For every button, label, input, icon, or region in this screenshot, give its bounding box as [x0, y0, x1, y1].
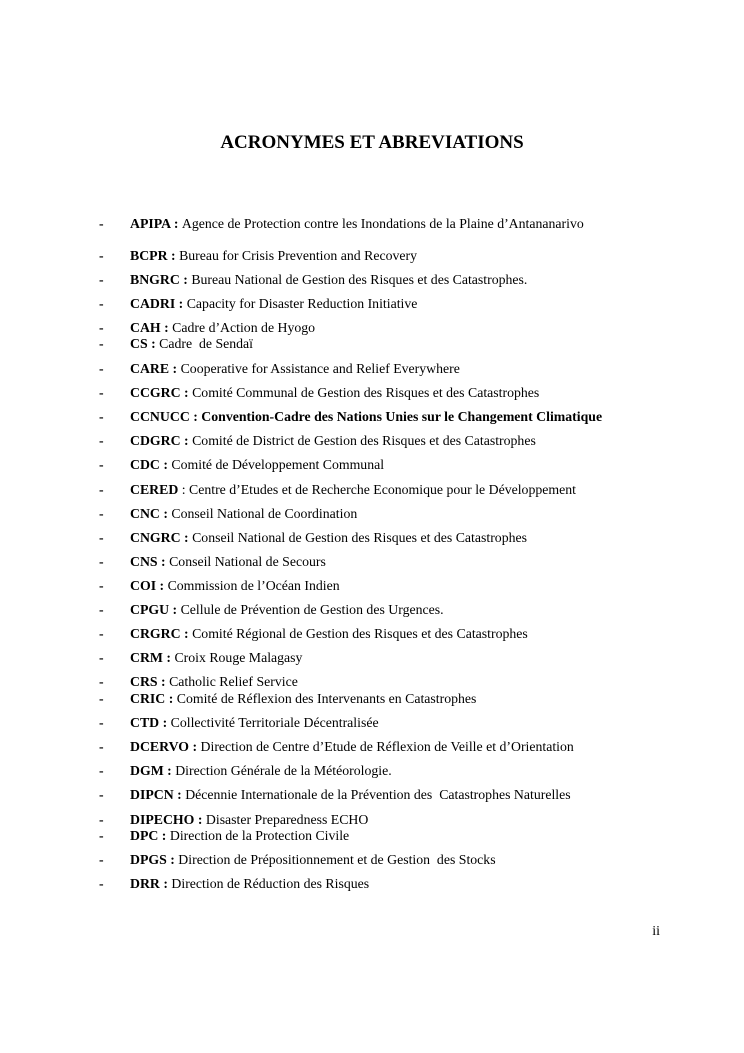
definition: Direction de la Protection Civile	[169, 828, 350, 843]
bullet-dash: -	[99, 650, 104, 665]
acronym-entry	[130, 828, 349, 844]
definition: Comité Régional de Gestion des Risques et des Catastrophes	[192, 626, 528, 641]
bullet-dash: -	[99, 385, 104, 400]
acronym-entry	[130, 385, 539, 401]
acronym: CRM	[130, 650, 163, 665]
definition: Direction de Prépositionnement et de Gestion des Stocks	[178, 852, 496, 867]
acronym-entry	[130, 336, 253, 352]
acronym: DPC	[130, 828, 159, 843]
acronym-entry	[130, 691, 476, 707]
acronym-entry	[130, 602, 444, 618]
definition: Direction de Centre d’Etude de Réflexion de Veille et d’Orientation	[200, 739, 574, 754]
definition: Direction Générale de la Météorologie.	[175, 763, 392, 778]
acronym: CRGRC	[130, 626, 181, 641]
bullet-dash: -	[99, 812, 104, 827]
separator: :	[162, 650, 175, 665]
acronym: DIPCN	[130, 787, 174, 802]
definition: Cadre de Sendaï	[159, 336, 254, 351]
acronym: CPGU	[130, 602, 170, 617]
separator: :	[167, 248, 180, 263]
bullet-dash: -	[99, 433, 104, 448]
bullet-dash: -	[99, 506, 104, 521]
acronym-entry	[130, 482, 576, 498]
bullet-dash: -	[99, 457, 104, 472]
acronym: CS	[130, 336, 148, 351]
acronym-entry	[130, 852, 496, 868]
bullet-dash: -	[99, 248, 104, 263]
acronym: BNGRC	[130, 272, 180, 287]
bullet-dash: -	[99, 763, 104, 778]
separator: :	[165, 691, 177, 706]
separator: :	[180, 626, 193, 641]
definition: Cadre d’Action de Hyogo	[172, 320, 316, 335]
bullet-dash: -	[99, 578, 104, 593]
definition: Bureau for Crisis Prevention and Recovery	[179, 248, 417, 263]
definition: Conseil National de Gestion des Risques et des Catastrophes	[192, 530, 527, 545]
acronym-entry	[130, 876, 369, 892]
acronym: CRS	[130, 674, 158, 689]
acronym: CNC	[130, 506, 160, 521]
acronym-entry	[130, 433, 536, 449]
separator: :	[158, 828, 170, 843]
bullet-dash: -	[99, 296, 104, 311]
separator: :	[169, 361, 181, 376]
acronym: CRIC	[130, 691, 166, 706]
separator: :	[157, 554, 170, 569]
acronym-entry	[130, 650, 302, 666]
definition: Conseil National de Secours	[169, 554, 326, 569]
definition: Convention-Cadre des Nations Unies sur le Changement Climatique	[201, 409, 603, 424]
acronym: DPGS	[130, 852, 167, 867]
acronym: CAH	[130, 320, 161, 335]
acronym: DCERVO	[130, 739, 190, 754]
acronym-entry	[130, 578, 340, 594]
definition: Bureau National de Gestion des Risques et des Catastrophes.	[191, 272, 528, 287]
bullet-dash: -	[99, 272, 104, 287]
definition: Cooperative for Assistance and Relief Everywhere	[180, 361, 460, 376]
definition: Capacity for Disaster Reduction Initiative	[186, 296, 418, 311]
separator: :	[147, 336, 160, 351]
acronym: CERED	[130, 482, 179, 497]
separator: :	[180, 385, 193, 400]
acronym-entry	[130, 409, 602, 425]
separator: :	[180, 433, 193, 448]
separator: :	[169, 602, 181, 617]
acronym: BCPR	[130, 248, 168, 263]
acronym: DIPECHO	[130, 812, 195, 827]
acronym-entry	[130, 320, 315, 336]
definition: Comité de Réflexion des Intervenants en Catastrophes	[176, 691, 477, 706]
acronym: COI	[130, 578, 157, 593]
definition: Croix Rouge Malagasy	[174, 650, 303, 665]
definition: Comité Communal de Gestion des Risques et des Catastrophes	[192, 385, 540, 400]
bullet-dash: -	[99, 361, 104, 376]
acronym-entry	[130, 787, 571, 803]
bullet-dash: -	[99, 828, 104, 843]
acronym-entry	[130, 506, 357, 522]
definition: Direction de Réduction des Risques	[171, 876, 370, 891]
separator: :	[160, 320, 173, 335]
definition: Commission de l’Océan Indien	[167, 578, 340, 593]
separator: :	[159, 506, 172, 521]
acronym: CDGRC	[130, 433, 181, 448]
bullet-dash: -	[99, 482, 104, 497]
acronym-entry	[130, 554, 326, 570]
acronym-entry	[130, 216, 584, 232]
separator: :	[159, 457, 172, 472]
page-title: ACRONYMES ET ABREVIATIONS	[220, 132, 524, 153]
acronym-entry	[130, 457, 384, 473]
separator: :	[179, 272, 192, 287]
bullet-dash: -	[99, 787, 104, 802]
acronym: DRR	[130, 876, 160, 891]
acronym-entry	[130, 296, 417, 312]
bullet-dash: -	[99, 216, 104, 231]
bullet-dash: -	[99, 876, 104, 891]
separator: :	[194, 812, 206, 827]
bullet-dash: -	[99, 691, 104, 706]
acronym-entry	[130, 626, 528, 642]
acronym-entry	[130, 530, 527, 546]
acronym-entry	[130, 272, 527, 288]
acronym-entry	[130, 715, 379, 731]
acronym: CNS	[130, 554, 158, 569]
acronym-entry	[130, 248, 417, 264]
acronym-entry	[130, 812, 368, 828]
definition: Comité de Développement Communal	[171, 457, 385, 472]
definition: Cellule de Prévention de Gestion des Urgences.	[180, 602, 444, 617]
bullet-dash: -	[99, 715, 104, 730]
bullet-dash: -	[99, 602, 104, 617]
acronym-entry	[130, 739, 574, 755]
definition: Disaster Preparedness ECHO	[205, 812, 369, 827]
bullet-dash: -	[99, 739, 104, 754]
separator: :	[189, 739, 201, 754]
bullet-dash: -	[99, 852, 104, 867]
definition: Centre d’Etudes et de Recherche Economique pour le Développement	[189, 482, 576, 497]
acronym: APIPA	[130, 216, 171, 231]
definition: Comité de District de Gestion des Risques et des Catastrophes	[192, 433, 536, 448]
acronym: CADRI	[130, 296, 176, 311]
separator: :	[178, 482, 190, 497]
bullet-dash: -	[99, 320, 104, 335]
separator: :	[170, 216, 182, 231]
definition: Agence de Protection contre les Inondations de la Plaine d’Antananarivo	[181, 216, 584, 231]
bullet-dash: -	[99, 530, 104, 545]
acronym: CNGRC	[130, 530, 181, 545]
separator: :	[159, 715, 171, 730]
definition: Décennie Internationale de la Prévention des Catastrophes Naturelles	[185, 787, 571, 802]
acronym: CCGRC	[130, 385, 181, 400]
separator: :	[156, 578, 168, 593]
definition: Conseil National de Coordination	[171, 506, 358, 521]
separator: :	[173, 787, 186, 802]
definition: Catholic Relief Service	[169, 674, 298, 689]
definition: Collectivité Territoriale Décentralisée	[170, 715, 379, 730]
bullet-dash: -	[99, 626, 104, 641]
separator: :	[163, 763, 176, 778]
bullet-dash: -	[99, 554, 104, 569]
separator: :	[159, 876, 172, 891]
bullet-dash: -	[99, 674, 104, 689]
separator: :	[157, 674, 170, 689]
bullet-dash: -	[99, 336, 104, 351]
acronym: CDC	[130, 457, 160, 472]
bullet-dash: -	[99, 409, 104, 424]
separator: :	[189, 409, 202, 424]
page-number: ii	[652, 924, 660, 939]
acronym-entry	[130, 361, 460, 377]
separator: :	[180, 530, 193, 545]
acronym: DGM	[130, 763, 164, 778]
acronym: CCNUCC	[130, 409, 190, 424]
separator: :	[175, 296, 187, 311]
acronym-entry	[130, 674, 298, 690]
separator: :	[166, 852, 179, 867]
acronym: CTD	[130, 715, 160, 730]
acronym: CARE	[130, 361, 170, 376]
acronym-entry	[130, 763, 392, 779]
